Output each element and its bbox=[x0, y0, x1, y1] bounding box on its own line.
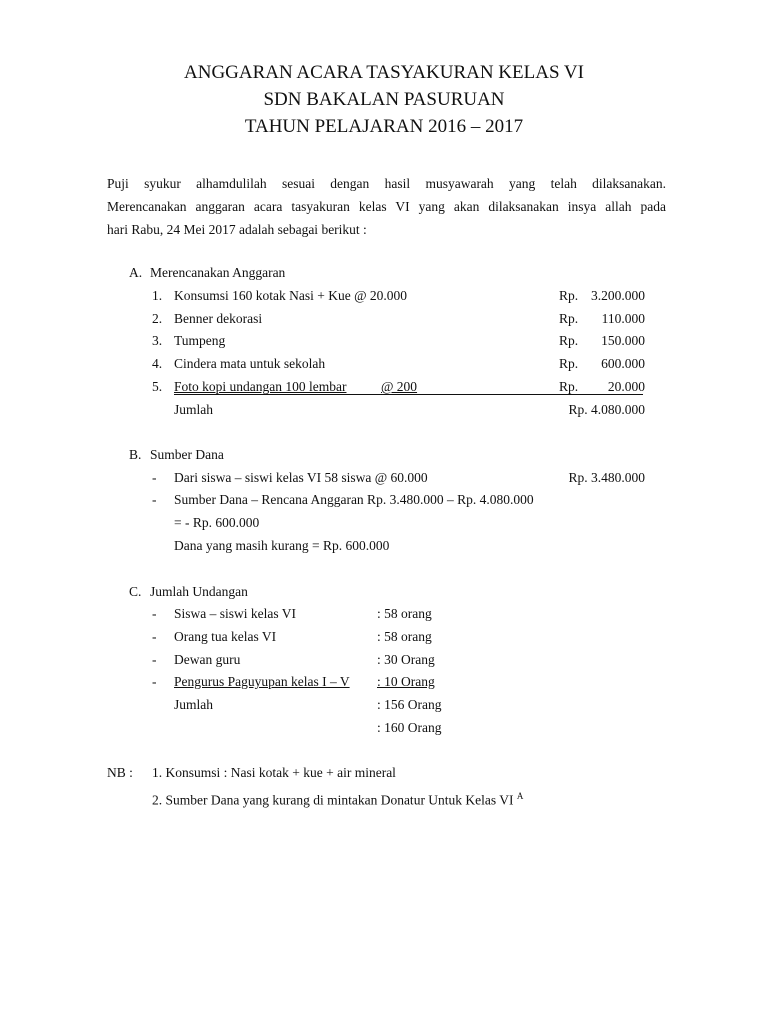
budget-item-amount bbox=[559, 287, 645, 305]
section-a-marker: A. bbox=[129, 265, 143, 280]
intro-line-1: Puji syukur alhamdulilah sesuai dengan hasil musyawarah yang telah dilaksanakan. bbox=[107, 176, 666, 191]
amount-value: 600.000 bbox=[601, 356, 645, 371]
funding-item-dash: - bbox=[152, 470, 157, 485]
budget-item-amount bbox=[559, 355, 645, 373]
currency-label: Rp. bbox=[559, 356, 579, 371]
invitee-total-count: : 156 Orang bbox=[377, 697, 442, 712]
invitee-count: : 58 orang bbox=[377, 606, 432, 621]
budget-total-amount: Rp. 4.080.000 bbox=[568, 402, 645, 417]
section-a-title: Merencanakan Anggaran bbox=[150, 265, 286, 280]
budget-item-description: Foto kopi undangan 100 lembar bbox=[174, 379, 347, 394]
amount-value: 3.200.000 bbox=[591, 288, 645, 303]
budget-item-number: 4. bbox=[152, 356, 163, 371]
funding-calculation-result: = - Rp. 600.000 bbox=[174, 515, 260, 530]
invitee-dash: - bbox=[152, 629, 157, 644]
amount-value: 20.000 bbox=[607, 379, 645, 394]
currency-label: Rp. bbox=[559, 288, 579, 303]
invitee-count: : 30 Orang bbox=[377, 652, 435, 667]
intro-line-3: hari Rabu, 24 Mei 2017 adalah sebagai berikut : bbox=[107, 222, 367, 237]
school-name: SDN BAKALAN PASURUAN bbox=[263, 89, 505, 110]
budget-item-number: 1. bbox=[152, 288, 163, 303]
funding-item-dash: - bbox=[152, 492, 157, 507]
nb-label: NB : bbox=[107, 765, 133, 780]
invitee-dash: - bbox=[152, 674, 157, 689]
budget-item-description: Benner dekorasi bbox=[174, 311, 263, 326]
nb-note-2 bbox=[152, 787, 523, 810]
invitee-count: : 10 Orang bbox=[377, 674, 435, 689]
budget-item-amount bbox=[559, 332, 645, 350]
invitee-label: Pengurus Paguyupan kelas I – V bbox=[174, 674, 350, 689]
budget-item-amount bbox=[559, 310, 645, 328]
invitee-label: Orang tua kelas VI bbox=[174, 629, 277, 644]
funding-item-description: Dari siswa – siswi kelas VI 58 siswa @ 60.000 bbox=[174, 470, 428, 485]
nb-note-2-superscript: A bbox=[516, 791, 524, 801]
invitee-dash: - bbox=[152, 652, 157, 667]
section-b-title: Sumber Dana bbox=[150, 447, 224, 462]
section-c-marker: C. bbox=[129, 584, 142, 599]
invitee-count: : 58 orang bbox=[377, 629, 432, 644]
currency-label: Rp. bbox=[559, 333, 579, 348]
invitee-total-label: Jumlah bbox=[174, 697, 213, 712]
budget-total-label: Jumlah bbox=[174, 402, 213, 417]
nb-note-1: 1. Konsumsi : Nasi kotak + kue + air mineral bbox=[152, 765, 396, 780]
invitee-label: Dewan guru bbox=[174, 652, 241, 667]
section-b-marker: B. bbox=[129, 447, 142, 462]
budget-item-description: Konsumsi 160 kotak Nasi + Kue @ 20.000 bbox=[174, 288, 408, 303]
budget-item-unit-price: @ 200 bbox=[381, 379, 418, 394]
amount-value: 150.000 bbox=[601, 333, 645, 348]
invitee-label: Siswa – siswi kelas VI bbox=[174, 606, 297, 621]
nb-note-2-text: 2. Sumber Dana yang kurang di mintakan Donatur Untuk Kelas VI bbox=[152, 792, 514, 808]
budget-item-number: 3. bbox=[152, 333, 163, 348]
amount-value: 110.000 bbox=[601, 311, 645, 326]
academic-year: TAHUN PELAJARAN 2016 – 2017 bbox=[244, 116, 524, 137]
currency-label: Rp. bbox=[559, 311, 579, 326]
section-c-title: Jumlah Undangan bbox=[150, 584, 248, 599]
currency-label: Rp. bbox=[559, 379, 579, 394]
intro-line-2: Merencanakan anggaran acara tasyakuran kelas VI yang akan dilaksanakan insya allah pada bbox=[107, 199, 666, 214]
funding-calculation: Sumber Dana – Rencana Anggaran Rp. 3.480.000 – Rp. 4.080.000 bbox=[174, 492, 534, 507]
budget-item-number: 2. bbox=[152, 311, 163, 326]
invitee-dash: - bbox=[152, 606, 157, 621]
budget-item-description: Cindera mata untuk sekolah bbox=[174, 356, 326, 371]
invitee-total-count-alt: : 160 Orang bbox=[377, 720, 442, 735]
document-title: ANGGARAN ACARA TASYAKURAN KELAS VI bbox=[184, 62, 584, 83]
funding-item-amount: Rp. 3.480.000 bbox=[568, 470, 645, 485]
budget-item-description: Tumpeng bbox=[174, 333, 226, 348]
budget-item-number: 5. bbox=[152, 379, 163, 394]
funding-shortfall-note: Dana yang masih kurang = Rp. 600.000 bbox=[174, 538, 390, 553]
budget-item-amount bbox=[559, 378, 645, 396]
